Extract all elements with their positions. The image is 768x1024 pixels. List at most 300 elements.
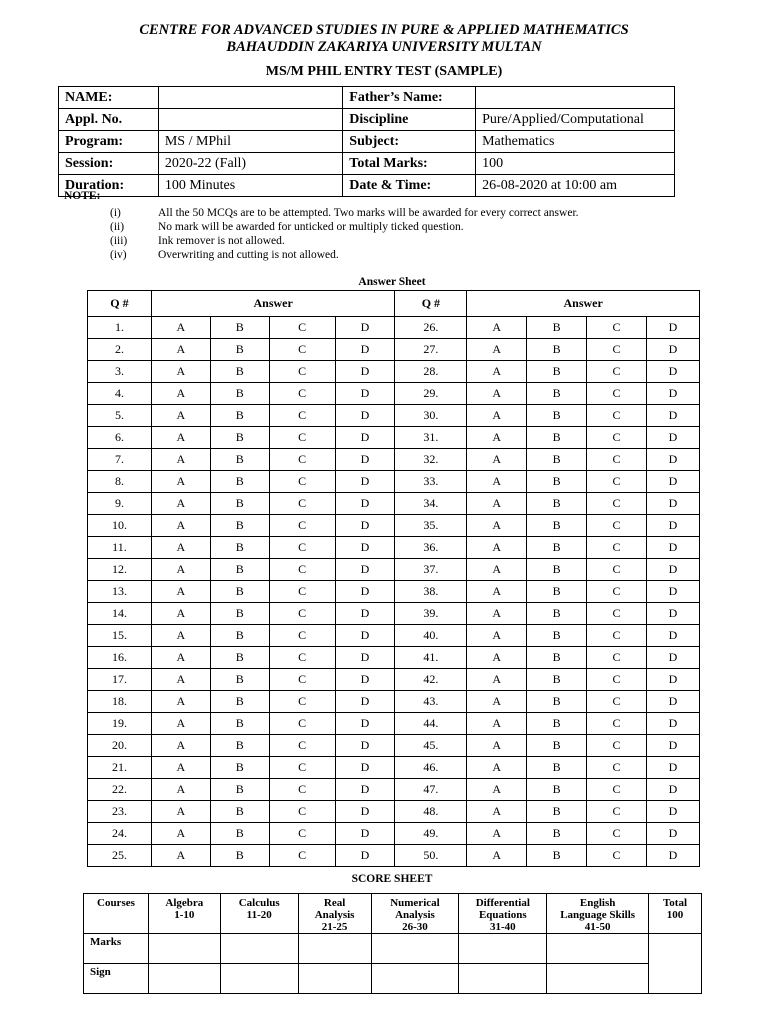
answer-option[interactable]: C bbox=[269, 427, 335, 449]
answer-option[interactable]: B bbox=[527, 669, 587, 691]
answer-option[interactable]: C bbox=[269, 317, 335, 339]
duration-label: Duration: bbox=[59, 175, 159, 197]
answer-option[interactable]: A bbox=[467, 691, 527, 713]
answer-option[interactable]: A bbox=[151, 669, 210, 691]
question-number: 46. bbox=[395, 757, 467, 779]
answer-option[interactable]: B bbox=[527, 537, 587, 559]
answer-option[interactable]: A bbox=[467, 537, 527, 559]
answer-option[interactable]: C bbox=[587, 339, 647, 361]
answer-option[interactable]: B bbox=[527, 559, 587, 581]
answer-option[interactable]: D bbox=[335, 515, 395, 537]
answer-option[interactable]: B bbox=[527, 823, 587, 845]
info-row-session bbox=[59, 153, 675, 175]
answer-option[interactable]: C bbox=[587, 537, 647, 559]
answer-option[interactable]: D bbox=[646, 471, 699, 493]
answer-option[interactable]: C bbox=[269, 339, 335, 361]
answer-option[interactable]: A bbox=[467, 845, 527, 867]
answer-option[interactable]: B bbox=[527, 801, 587, 823]
answer-option[interactable]: C bbox=[269, 691, 335, 713]
answer-option[interactable]: C bbox=[269, 515, 335, 537]
answer-option[interactable]: C bbox=[587, 735, 647, 757]
answer-option[interactable]: B bbox=[210, 317, 269, 339]
answer-option[interactable]: B bbox=[210, 339, 269, 361]
answer-option[interactable]: A bbox=[151, 515, 210, 537]
answer-option[interactable]: D bbox=[335, 757, 395, 779]
answer-option[interactable]: D bbox=[335, 317, 395, 339]
answer-option[interactable]: C bbox=[269, 603, 335, 625]
answer-option[interactable]: B bbox=[527, 339, 587, 361]
answer-option[interactable]: D bbox=[335, 405, 395, 427]
answer-option[interactable]: D bbox=[335, 647, 395, 669]
marks-cell[interactable] bbox=[547, 934, 649, 964]
answer-option[interactable]: A bbox=[467, 779, 527, 801]
question-number: 5. bbox=[88, 405, 152, 427]
answer-option[interactable]: B bbox=[210, 537, 269, 559]
answer-option[interactable]: A bbox=[467, 757, 527, 779]
score-col-line: 100 bbox=[666, 909, 684, 921]
duration-value: 100 Minutes bbox=[158, 175, 342, 197]
answer-option[interactable]: B bbox=[527, 449, 587, 471]
answer-option[interactable]: C bbox=[587, 801, 647, 823]
answer-option[interactable]: A bbox=[151, 339, 210, 361]
answer-option[interactable]: C bbox=[587, 317, 647, 339]
score-col-line: Numerical bbox=[390, 897, 440, 909]
answer-row bbox=[88, 449, 700, 471]
answer-option[interactable]: C bbox=[587, 757, 647, 779]
score-col-line: English bbox=[579, 897, 616, 909]
answer-row bbox=[88, 625, 700, 647]
test-title: MS/M PHIL ENTRY TEST (SAMPLE) bbox=[265, 64, 503, 79]
question-number: 50. bbox=[395, 845, 467, 867]
score-col-numerical-analysis bbox=[371, 894, 459, 934]
question-number: 2. bbox=[88, 339, 152, 361]
answer-option[interactable]: B bbox=[210, 361, 269, 383]
answer-option[interactable]: C bbox=[587, 823, 647, 845]
answer-option[interactable]: D bbox=[646, 669, 699, 691]
question-number: 28. bbox=[395, 361, 467, 383]
answer-option[interactable]: D bbox=[646, 757, 699, 779]
answer-option[interactable]: A bbox=[467, 339, 527, 361]
answer-option[interactable]: A bbox=[151, 471, 210, 493]
score-col-line: 11-20 bbox=[246, 909, 272, 921]
note-text: Overwriting and cutting is not allowed. bbox=[158, 249, 339, 261]
answer-option[interactable]: B bbox=[210, 669, 269, 691]
answer-option[interactable]: D bbox=[335, 735, 395, 757]
answer-option[interactable]: A bbox=[151, 449, 210, 471]
program-value: MS / MPhil bbox=[158, 131, 342, 153]
score-col-line: 1-10 bbox=[174, 909, 195, 921]
answer-option[interactable]: A bbox=[467, 801, 527, 823]
answer-option[interactable]: C bbox=[587, 779, 647, 801]
note-item bbox=[110, 206, 579, 220]
answer-option[interactable]: D bbox=[646, 383, 699, 405]
sign-cell[interactable] bbox=[371, 964, 459, 994]
answer-row bbox=[88, 735, 700, 757]
answer-option[interactable]: D bbox=[335, 493, 395, 515]
answer-sheet-title: Answer Sheet bbox=[358, 276, 426, 288]
answer-option[interactable]: A bbox=[467, 471, 527, 493]
sign-cell[interactable] bbox=[298, 964, 371, 994]
answer-option[interactable]: C bbox=[587, 493, 647, 515]
answer-option[interactable]: C bbox=[587, 713, 647, 735]
answer-row bbox=[88, 669, 700, 691]
subject-label: Subject: bbox=[343, 131, 476, 153]
question-number: 31. bbox=[395, 427, 467, 449]
answer-option[interactable]: A bbox=[151, 317, 210, 339]
answer-option[interactable]: C bbox=[269, 669, 335, 691]
question-number: 6. bbox=[88, 427, 152, 449]
answer-option[interactable]: C bbox=[587, 581, 647, 603]
answer-option[interactable]: C bbox=[587, 647, 647, 669]
answer-option[interactable]: A bbox=[467, 625, 527, 647]
answer-option[interactable]: A bbox=[467, 669, 527, 691]
answer-option[interactable]: C bbox=[587, 449, 647, 471]
answer-option[interactable]: D bbox=[335, 361, 395, 383]
answer-option[interactable]: B bbox=[210, 713, 269, 735]
answer-option[interactable]: B bbox=[527, 735, 587, 757]
marks-cell[interactable] bbox=[298, 934, 371, 964]
answer-option[interactable]: C bbox=[269, 823, 335, 845]
answer-option[interactable]: B bbox=[210, 427, 269, 449]
answer-option[interactable]: D bbox=[646, 845, 699, 867]
sign-cell[interactable] bbox=[459, 964, 547, 994]
answer-option[interactable]: B bbox=[210, 647, 269, 669]
marks-cell[interactable] bbox=[220, 934, 298, 964]
answer-option[interactable]: A bbox=[467, 647, 527, 669]
answer-option[interactable]: A bbox=[151, 405, 210, 427]
answer-option[interactable]: B bbox=[210, 559, 269, 581]
answer-option[interactable]: A bbox=[467, 405, 527, 427]
total-marks-value: 100 bbox=[476, 153, 675, 175]
answer-option[interactable]: C bbox=[269, 449, 335, 471]
answer-option[interactable]: B bbox=[210, 691, 269, 713]
answer-option[interactable]: C bbox=[587, 427, 647, 449]
answer-option[interactable]: B bbox=[527, 317, 587, 339]
answer-option[interactable]: A bbox=[151, 625, 210, 647]
answer-option[interactable]: B bbox=[527, 779, 587, 801]
answer-option[interactable]: A bbox=[467, 735, 527, 757]
score-col-line: Algebra bbox=[165, 897, 204, 909]
answer-option[interactable]: B bbox=[527, 845, 587, 867]
answer-option[interactable]: C bbox=[587, 603, 647, 625]
answer-option[interactable]: D bbox=[646, 559, 699, 581]
note-item bbox=[110, 220, 579, 234]
answer-option[interactable]: D bbox=[646, 515, 699, 537]
question-number: 20. bbox=[88, 735, 152, 757]
answer-option[interactable]: D bbox=[335, 427, 395, 449]
answer-option[interactable]: D bbox=[335, 779, 395, 801]
answer-option[interactable]: A bbox=[467, 515, 527, 537]
answer-option[interactable]: D bbox=[646, 493, 699, 515]
answer-option[interactable]: A bbox=[151, 559, 210, 581]
answer-option[interactable]: B bbox=[210, 625, 269, 647]
answer-option[interactable]: C bbox=[587, 845, 647, 867]
answer-option[interactable]: B bbox=[527, 757, 587, 779]
answer-option[interactable]: D bbox=[335, 339, 395, 361]
answer-row bbox=[88, 581, 700, 603]
answer-option[interactable]: A bbox=[151, 845, 210, 867]
answer-option[interactable]: B bbox=[527, 427, 587, 449]
sign-cell[interactable] bbox=[220, 964, 298, 994]
answer-option[interactable]: B bbox=[527, 405, 587, 427]
answer-option[interactable]: C bbox=[269, 625, 335, 647]
answer-sheet-table bbox=[87, 290, 700, 867]
answer-row bbox=[88, 603, 700, 625]
question-number: 11. bbox=[88, 537, 152, 559]
answer-option[interactable]: B bbox=[527, 493, 587, 515]
answer-option[interactable]: B bbox=[527, 383, 587, 405]
answer-option[interactable]: A bbox=[151, 691, 210, 713]
answer-option[interactable]: D bbox=[335, 713, 395, 735]
answer-option[interactable]: C bbox=[269, 779, 335, 801]
answer-option[interactable]: A bbox=[151, 647, 210, 669]
answer-option[interactable]: D bbox=[646, 361, 699, 383]
answer-option[interactable]: A bbox=[467, 361, 527, 383]
answer-option[interactable]: A bbox=[151, 713, 210, 735]
sign-cell[interactable] bbox=[148, 964, 220, 994]
score-col-line: Analysis bbox=[314, 909, 355, 921]
answer-option[interactable]: D bbox=[646, 823, 699, 845]
answer-option[interactable]: D bbox=[646, 735, 699, 757]
marks-cell[interactable] bbox=[459, 934, 547, 964]
answer-row bbox=[88, 339, 700, 361]
answer-option[interactable]: D bbox=[335, 603, 395, 625]
answer-option[interactable]: C bbox=[269, 471, 335, 493]
session-label: Session: bbox=[59, 153, 159, 175]
answer-option[interactable]: A bbox=[467, 713, 527, 735]
answer-option[interactable]: D bbox=[646, 603, 699, 625]
info-row-appl bbox=[59, 109, 675, 131]
question-number: 40. bbox=[395, 625, 467, 647]
answer-option[interactable]: B bbox=[210, 449, 269, 471]
answer-option[interactable]: A bbox=[467, 581, 527, 603]
answer-option[interactable]: B bbox=[527, 647, 587, 669]
answer-option[interactable]: A bbox=[467, 427, 527, 449]
note-text: Ink remover is not allowed. bbox=[158, 235, 285, 247]
sign-cell[interactable] bbox=[547, 964, 649, 994]
answer-option[interactable]: C bbox=[587, 691, 647, 713]
name-field[interactable] bbox=[158, 87, 342, 109]
note-text: No mark will be awarded for unticked or multiply ticked question. bbox=[158, 221, 464, 233]
answer-header: Answer bbox=[151, 291, 395, 317]
answer-option[interactable]: B bbox=[527, 713, 587, 735]
answer-option[interactable]: D bbox=[646, 405, 699, 427]
score-col-english bbox=[547, 894, 649, 934]
answer-option[interactable]: B bbox=[210, 735, 269, 757]
answer-option[interactable]: C bbox=[269, 647, 335, 669]
answer-row bbox=[88, 845, 700, 867]
date-time-value: 26-08-2020 at 10:00 am bbox=[476, 175, 675, 197]
marks-cell[interactable] bbox=[148, 934, 220, 964]
answer-option[interactable]: D bbox=[335, 625, 395, 647]
answer-option[interactable]: C bbox=[269, 493, 335, 515]
answer-row bbox=[88, 559, 700, 581]
score-col-calculus bbox=[220, 894, 298, 934]
answer-option[interactable]: C bbox=[587, 361, 647, 383]
note-number: (iv) bbox=[110, 249, 127, 261]
answer-option[interactable]: A bbox=[151, 735, 210, 757]
answer-option[interactable]: C bbox=[269, 361, 335, 383]
score-col-line: 26-30 bbox=[402, 921, 428, 933]
question-number: 19. bbox=[88, 713, 152, 735]
appl-no-field[interactable] bbox=[158, 109, 342, 131]
total-cell[interactable] bbox=[649, 934, 702, 994]
score-col-line: Total bbox=[662, 897, 688, 909]
answer-option[interactable]: B bbox=[210, 603, 269, 625]
answer-option[interactable]: B bbox=[527, 625, 587, 647]
answer-option[interactable]: A bbox=[151, 581, 210, 603]
question-number: 35. bbox=[395, 515, 467, 537]
answer-option[interactable]: A bbox=[151, 603, 210, 625]
answer-option[interactable]: D bbox=[335, 845, 395, 867]
answer-option[interactable]: C bbox=[587, 669, 647, 691]
answer-option[interactable]: C bbox=[587, 471, 647, 493]
score-col-line: Analysis bbox=[395, 909, 435, 921]
answer-option[interactable]: C bbox=[587, 625, 647, 647]
question-number: 39. bbox=[395, 603, 467, 625]
answer-option[interactable]: D bbox=[646, 779, 699, 801]
answer-option[interactable]: D bbox=[335, 471, 395, 493]
q-header: Q # bbox=[395, 291, 467, 317]
answer-option[interactable]: A bbox=[151, 383, 210, 405]
answer-option[interactable]: A bbox=[467, 383, 527, 405]
answer-option[interactable]: D bbox=[335, 537, 395, 559]
answer-option[interactable]: D bbox=[646, 713, 699, 735]
answer-option[interactable]: D bbox=[646, 449, 699, 471]
answer-option[interactable]: B bbox=[210, 493, 269, 515]
answer-option[interactable]: D bbox=[646, 537, 699, 559]
answer-option[interactable]: D bbox=[646, 691, 699, 713]
question-number: 48. bbox=[395, 801, 467, 823]
note-item bbox=[110, 248, 579, 262]
answer-option[interactable]: C bbox=[587, 559, 647, 581]
answer-option[interactable]: D bbox=[335, 581, 395, 603]
answer-option[interactable]: A bbox=[151, 801, 210, 823]
answer-option[interactable]: B bbox=[210, 757, 269, 779]
answer-option[interactable]: B bbox=[527, 361, 587, 383]
score-header-row bbox=[84, 894, 702, 934]
question-number: 21. bbox=[88, 757, 152, 779]
question-number: 29. bbox=[395, 383, 467, 405]
answer-option[interactable]: A bbox=[467, 493, 527, 515]
candidate-info-table bbox=[58, 86, 675, 197]
question-number: 42. bbox=[395, 669, 467, 691]
answer-option[interactable]: C bbox=[587, 383, 647, 405]
note-text: All the 50 MCQs are to be attempted. Two marks will be awarded for every correct answer. bbox=[158, 207, 579, 219]
answer-option[interactable]: A bbox=[151, 757, 210, 779]
answer-option[interactable]: A bbox=[151, 779, 210, 801]
total-marks-label: Total Marks: bbox=[343, 153, 476, 175]
answer-option[interactable]: B bbox=[210, 779, 269, 801]
answer-option[interactable]: C bbox=[269, 383, 335, 405]
answer-option[interactable]: C bbox=[269, 845, 335, 867]
courses-label: Courses bbox=[84, 894, 149, 934]
answer-option[interactable]: C bbox=[269, 735, 335, 757]
answer-option[interactable]: B bbox=[210, 801, 269, 823]
answer-option[interactable]: D bbox=[335, 383, 395, 405]
answer-option[interactable]: B bbox=[210, 823, 269, 845]
answer-option[interactable]: C bbox=[269, 801, 335, 823]
answer-option[interactable]: B bbox=[527, 471, 587, 493]
answer-option[interactable]: C bbox=[269, 713, 335, 735]
answer-option[interactable]: D bbox=[646, 647, 699, 669]
marks-row bbox=[84, 934, 702, 964]
discipline-label: Discipline bbox=[343, 109, 476, 131]
answer-option[interactable]: B bbox=[210, 383, 269, 405]
answer-option[interactable]: B bbox=[210, 845, 269, 867]
answer-option[interactable]: B bbox=[210, 405, 269, 427]
score-col-line: Language Skills bbox=[560, 909, 636, 921]
answer-option[interactable]: B bbox=[527, 581, 587, 603]
answer-option[interactable]: A bbox=[467, 603, 527, 625]
answer-option[interactable]: D bbox=[335, 691, 395, 713]
answer-option[interactable]: D bbox=[335, 801, 395, 823]
answer-option[interactable]: D bbox=[646, 625, 699, 647]
answer-option[interactable]: A bbox=[467, 449, 527, 471]
answer-option[interactable]: B bbox=[527, 515, 587, 537]
answer-option[interactable]: D bbox=[335, 669, 395, 691]
father-name-field[interactable] bbox=[476, 87, 675, 109]
marks-cell[interactable] bbox=[371, 934, 459, 964]
answer-row bbox=[88, 713, 700, 735]
answer-option[interactable]: A bbox=[151, 361, 210, 383]
question-number: 36. bbox=[395, 537, 467, 559]
answer-option[interactable]: B bbox=[210, 471, 269, 493]
question-number: 16. bbox=[88, 647, 152, 669]
answer-option[interactable]: B bbox=[210, 581, 269, 603]
answer-option[interactable]: D bbox=[335, 559, 395, 581]
answer-option[interactable]: C bbox=[587, 515, 647, 537]
score-col-algebra bbox=[148, 894, 220, 934]
answer-option[interactable]: A bbox=[467, 317, 527, 339]
answer-option[interactable]: D bbox=[335, 823, 395, 845]
answer-option[interactable]: A bbox=[467, 823, 527, 845]
answer-option[interactable]: C bbox=[269, 757, 335, 779]
question-number: 17. bbox=[88, 669, 152, 691]
answer-option[interactable]: B bbox=[527, 603, 587, 625]
question-number: 30. bbox=[395, 405, 467, 427]
answer-option[interactable]: D bbox=[646, 801, 699, 823]
answer-option[interactable]: A bbox=[151, 493, 210, 515]
score-col-line: Calculus bbox=[238, 897, 280, 909]
answer-option[interactable]: D bbox=[646, 427, 699, 449]
answer-option[interactable]: A bbox=[151, 823, 210, 845]
answer-option[interactable]: D bbox=[646, 339, 699, 361]
answer-option[interactable]: A bbox=[151, 427, 210, 449]
question-number: 49. bbox=[395, 823, 467, 845]
answer-option[interactable]: B bbox=[210, 515, 269, 537]
question-number: 34. bbox=[395, 493, 467, 515]
answer-option[interactable]: C bbox=[269, 559, 335, 581]
answer-option[interactable]: D bbox=[646, 317, 699, 339]
answer-option[interactable]: C bbox=[587, 405, 647, 427]
note-number: (iii) bbox=[110, 235, 128, 247]
answer-option[interactable]: D bbox=[646, 581, 699, 603]
answer-option[interactable]: A bbox=[467, 559, 527, 581]
score-col-total bbox=[649, 894, 702, 934]
question-number: 38. bbox=[395, 581, 467, 603]
answer-option[interactable]: A bbox=[151, 537, 210, 559]
score-col-line: 41-50 bbox=[584, 921, 611, 933]
answer-option[interactable]: C bbox=[269, 405, 335, 427]
question-number: 13. bbox=[88, 581, 152, 603]
answer-option[interactable]: C bbox=[269, 537, 335, 559]
answer-option[interactable]: C bbox=[269, 581, 335, 603]
answer-option[interactable]: D bbox=[335, 449, 395, 471]
answer-row bbox=[88, 515, 700, 537]
answer-option[interactable]: B bbox=[527, 691, 587, 713]
question-number: 14. bbox=[88, 603, 152, 625]
